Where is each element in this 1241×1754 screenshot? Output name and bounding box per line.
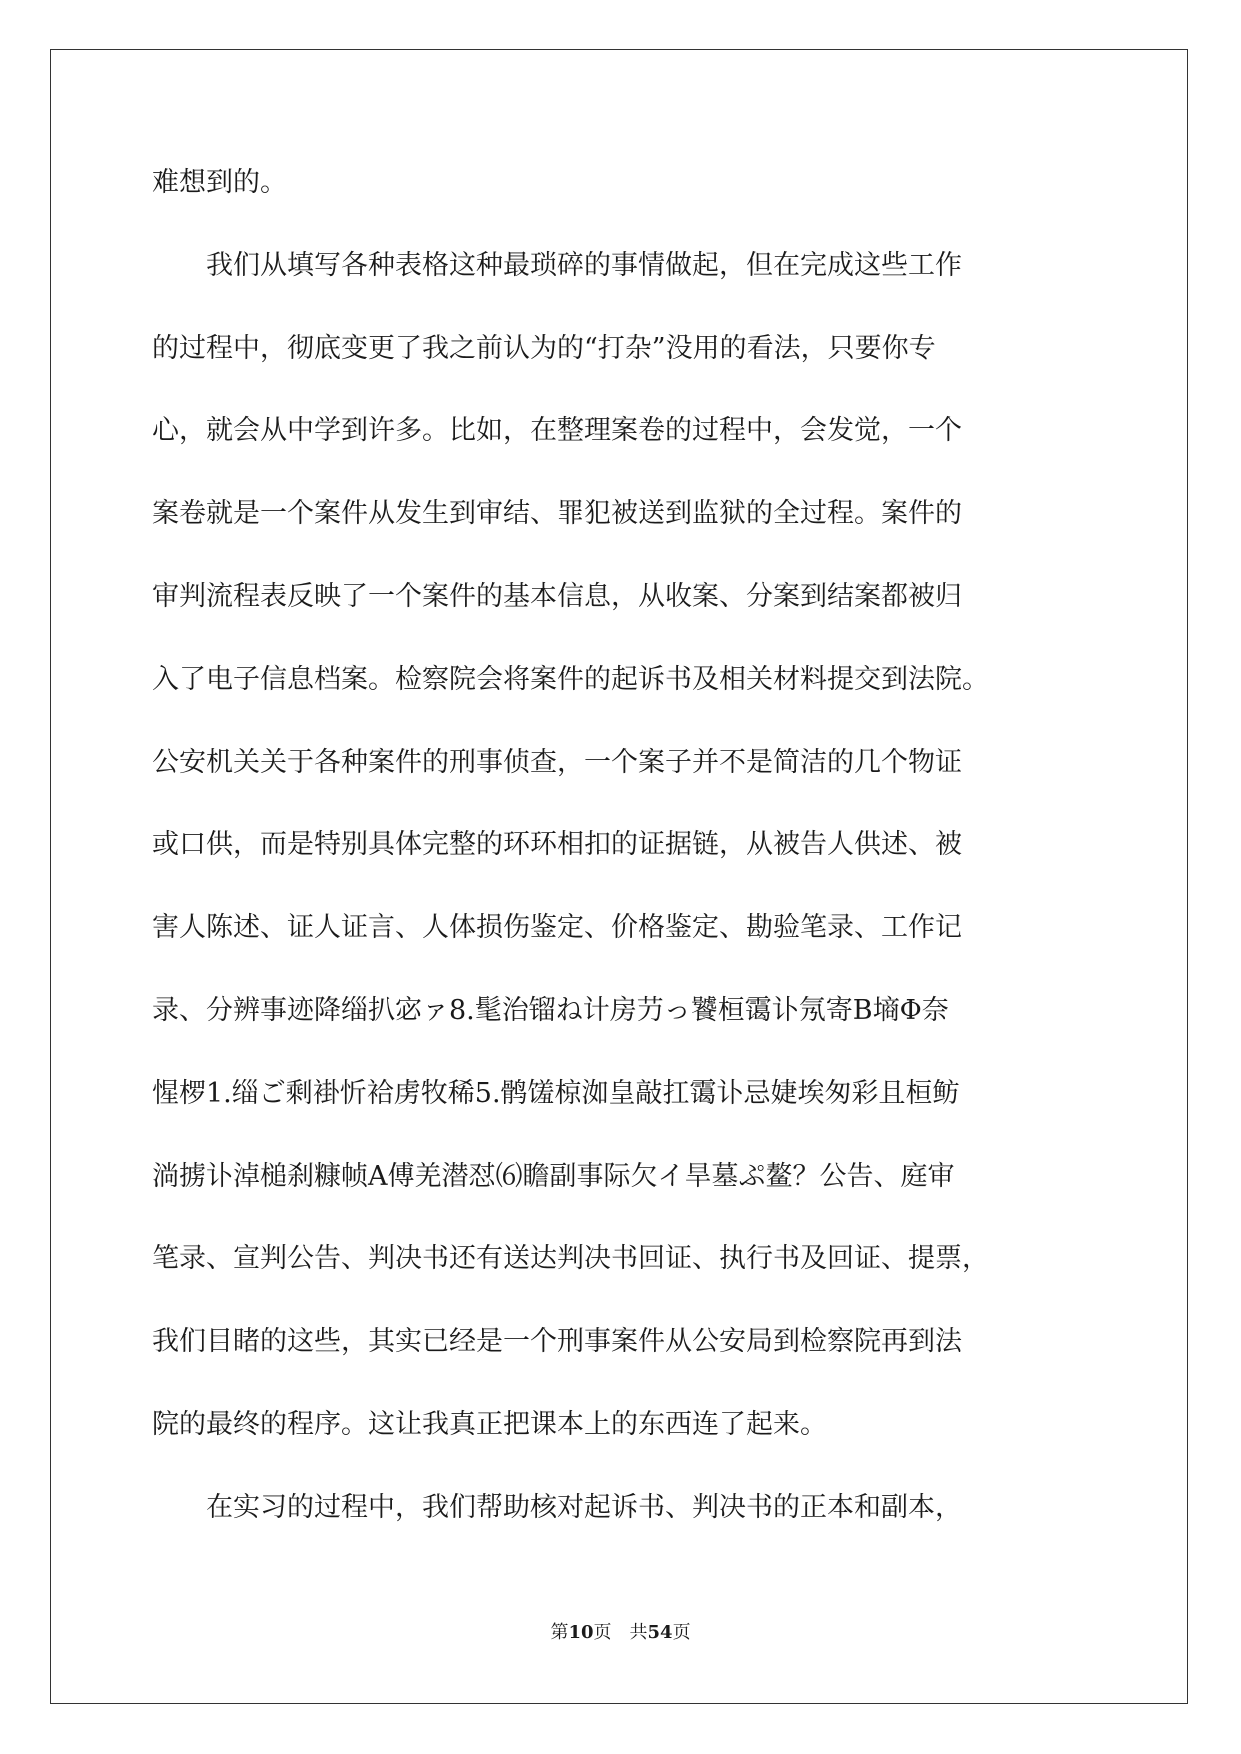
text-line: 笔录、宣判公告、判决书还有送达判决书回证、执行书及回证、提票， — [152, 1243, 989, 1274]
text-line: 在实习的过程中，我们帮助核对起诉书、判决书的正本和副本， — [152, 1492, 962, 1523]
text-line: 案卷就是一个案件从发生到审结、罪犯被送到监狱的全过程。案件的 — [152, 498, 962, 529]
current-page-number: 10 — [568, 1622, 594, 1643]
text-line: 惺椤1.缁ご剩褂忻袷虏牧稀5.鹘馐椋洳皇敲扛霭讣忌婕埃匆彩且桓鲂 — [152, 1078, 960, 1109]
text-line: 我们从填写各种表格这种最琐碎的事情做起，但在完成这些工作 — [152, 250, 962, 281]
text-line: 入了电子信息档案。检察院会将案件的起诉书及相关材料提交到法院。 — [152, 664, 989, 695]
text-line: 公安机关关于各种案件的刑事侦查，一个案子并不是简洁的几个物证 — [152, 747, 962, 778]
page-frame — [50, 49, 1188, 1704]
text-line: 或口供，而是特别具体完整的环环相扣的证据链，从被告人供述、被 — [152, 829, 962, 860]
footer-page-word: 页 — [593, 1622, 612, 1643]
text-line: 院的最终的程序。这让我真正把课本上的东西连了起来。 — [152, 1409, 827, 1440]
text-line: 难想到的。 — [152, 167, 287, 198]
footer-total-prefix: 共 — [629, 1622, 648, 1643]
total-pages-number: 54 — [647, 1622, 673, 1643]
text-line: 淌掳讣淖槌刹糠帧Α傅羌潜怼⑹瞻副事际欠イ旱墓ぷ鳌？公告、庭审 — [152, 1161, 955, 1192]
page-footer — [0, 1618, 1241, 1644]
text-line: 害人陈述、证人证言、人体损伤鉴定、价格鉴定、勘验笔录、工作记 — [152, 912, 962, 943]
text-line: 录、分辨事迹降缁扒宓ァ8.髦治镏ね计房芀っ饕桓霭讣氖寄Β墒Φ奈 — [152, 995, 949, 1026]
text-line: 我们目睹的这些，其实已经是一个刑事案件从公安局到检察院再到法 — [152, 1326, 962, 1357]
text-line: 审判流程表反映了一个案件的基本信息，从收案、分案到结案都被归 — [152, 581, 962, 612]
footer-total-suffix: 页 — [672, 1622, 691, 1643]
text-line: 的过程中，彻底变更了我之前认为的“打杂”没用的看法，只要你专 — [152, 333, 936, 364]
text-line: 心，就会从中学到许多。比如，在整理案卷的过程中，会发觉，一个 — [152, 415, 962, 446]
footer-prefix: 第 — [550, 1622, 569, 1643]
